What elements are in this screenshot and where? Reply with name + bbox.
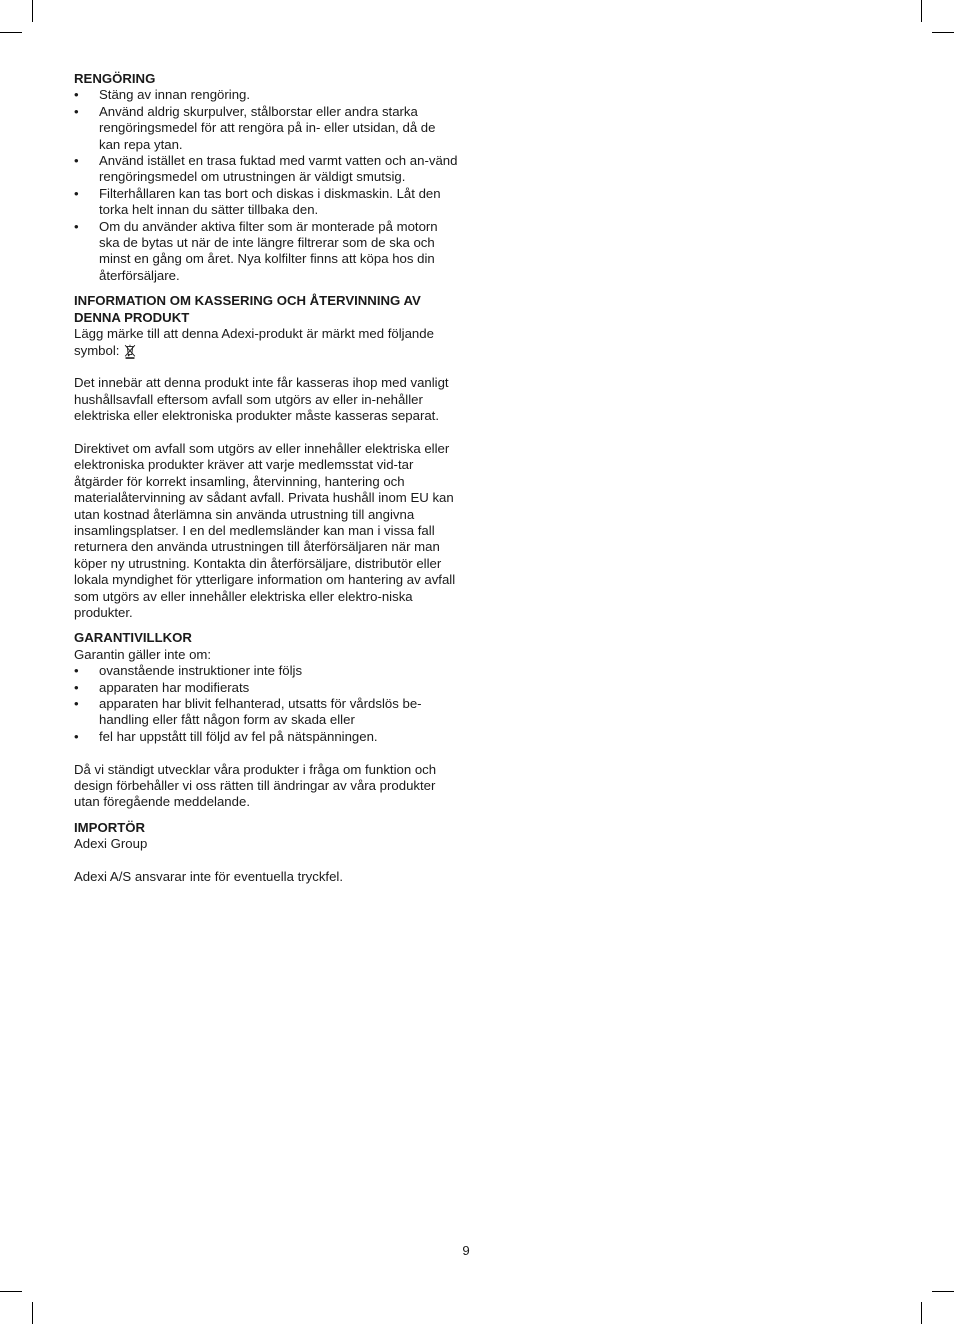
crop-mark (0, 1291, 22, 1292)
disposal-directive-paragraph: Direktivet om avfall som utgörs av eller innehåller elektriska eller elektroniska produkter kräver att varje medlemsstat vid-tar åtgärder för korrekt insamling, återvinning, hantering och materialåtervinning av sådant avfall. Privata hushåll inom EU kan utan kostnad återlämna sin använda utrustning till angivna insamlingsplatser. I en del medlemsländer kan man i vissa fall returnera den använda utrustningen till återförsäljaren när man köper ny utrustning. Kontakta din återförsäljare, distributör eller lokala myndighet för ytterligare information om hantering av avfall som utgörs av eller innehåller elektriska eller elektro-niska produkter. (74, 440, 456, 620)
printing-disclaimer: Adexi A/S ansvarar inte för eventuella tryckfel. (74, 869, 344, 885)
bullet: • (74, 87, 79, 103)
crop-mark (932, 1291, 954, 1292)
list-item: • Filterhållaren kan tas bort och diskas i diskmaskin. Låt den torka helt innan du sätter tillbaka den. (74, 185, 441, 218)
crop-mark (921, 0, 922, 22)
bullet: • (74, 679, 79, 695)
bullet: • (74, 696, 79, 711)
warranty-section (74, 630, 460, 810)
bullet: • (74, 663, 79, 679)
list-item: • apparaten har blivit felhanterad, utsatts för vårdslös be-handling eller fått någon form av skada eller (74, 696, 422, 728)
crossed-out-wheelie-bin-icon (121, 343, 139, 359)
warranty-heading: GARANTIVILLKOR (74, 630, 192, 646)
disposal-intro: Lägg märke till att denna Adexi-produkt är märkt med följande symbol: (74, 326, 434, 358)
crop-mark (932, 32, 954, 33)
disposal-heading: INFORMATION OM KASSERING OCH ÅTERVINNING AV DENNA PRODUKT (74, 293, 421, 325)
list-item: • ovanstående instruktioner inte följs (74, 663, 303, 679)
cleaning-list (74, 87, 460, 284)
disposal-paragraph: Det innebär att denna produkt inte får kasseras ihop med vanligt hushållsavfall eftersom avfall som utgörs av eller in-nehåller elektriska eller elektroniska produkter måste kasseras separat. (74, 375, 449, 424)
list-item: • fel har uppstått till följd av fel på nätspänningen. (74, 728, 378, 744)
page-number: 9 (462, 1243, 470, 1258)
crop-mark (32, 0, 33, 22)
text-column (74, 71, 460, 885)
importer-name: Adexi Group (74, 836, 148, 852)
crop-mark (921, 1302, 922, 1324)
list-item: • Om du använder aktiva filter som är monterade på motorn ska de bytas ut när de inte längre filtrerar som de ska och minst en gång om året. Nya kolfilter finns att köpa hos din återförsäljare. (74, 218, 438, 283)
bullet: • (74, 728, 79, 744)
cleaning-section (74, 71, 460, 284)
bullet: • (74, 218, 79, 234)
bullet: • (74, 153, 79, 169)
crop-mark (0, 32, 22, 33)
disposal-section (74, 293, 460, 621)
importer-heading: IMPORTÖR (74, 819, 146, 835)
bullet: • (74, 185, 79, 201)
warranty-note: Då vi ständigt utvecklar våra produkter i fråga om funktion och design förbehåller vi oss rätten till ändringar av våra produkter utan föregående meddelande. (74, 761, 437, 810)
warranty-list (74, 663, 460, 745)
warranty-intro: Garantin gäller inte om: (74, 646, 212, 662)
crop-mark (32, 1302, 33, 1324)
list-item: • apparaten har modifierats (74, 679, 250, 695)
bullet: • (74, 103, 79, 119)
list-item: • Använd istället en trasa fuktad med varmt vatten och an-vänd rengöringsmedel om utrustningen är väldigt smutsig. (74, 153, 458, 185)
cleaning-heading: RENGÖRING (74, 71, 156, 86)
importer-section (74, 820, 460, 886)
list-item: • Stäng av innan rengöring. (74, 87, 251, 103)
list-item: • Använd aldrig skurpulver, stålborstar eller andra starka rengöringsmedel för att rengöra på in- eller utsidan, då de kan repa ytan. (74, 103, 436, 152)
